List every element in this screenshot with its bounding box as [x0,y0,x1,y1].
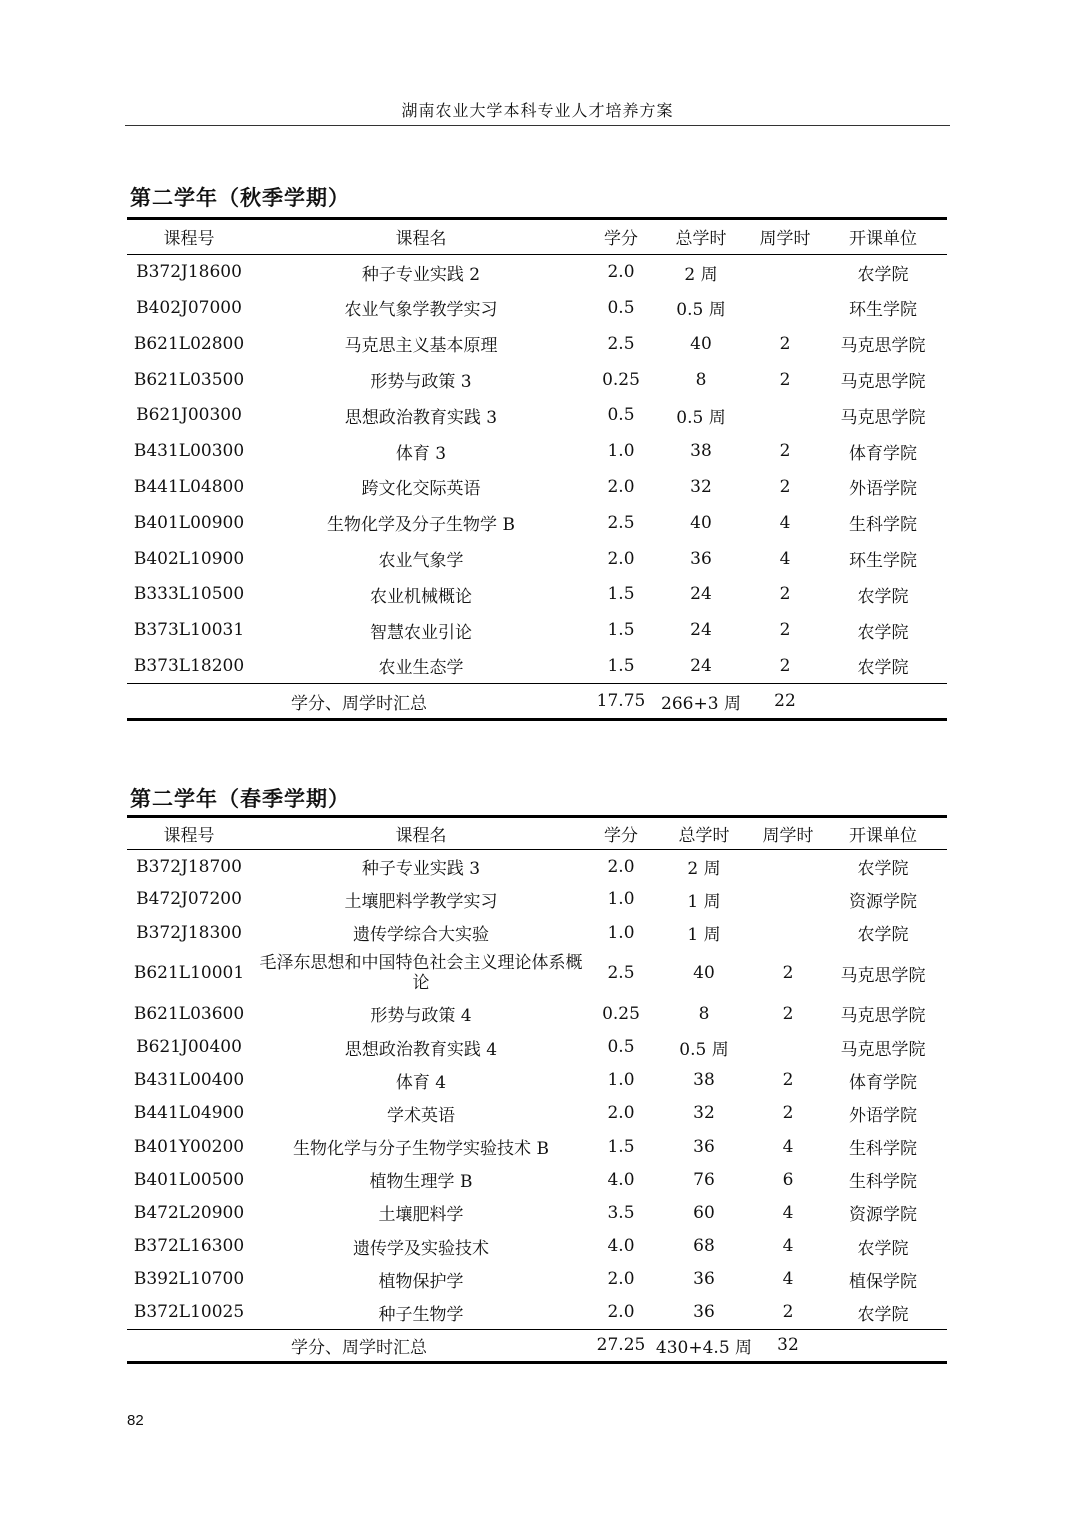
course-unit: 外语学院 [849,1105,917,1126]
column-header-total-hours: 总学时 [678,826,730,847]
course-unit: 农学院 [857,586,909,607]
table-row [127,883,947,916]
course-name: 种子专业实践 2 [361,264,481,285]
summary-label: 学分、周学时汇总 [291,693,427,714]
course-name: 思想政治教育实践 3 [344,407,498,428]
course-name: 农业气象学教学实习 [344,300,498,321]
table-row [127,1130,947,1163]
course-total-hours: 40 [693,963,715,984]
course-weekly-hours: 2 [782,1003,794,1024]
course-total-hours: 32 [693,1103,715,1124]
course-name: 形势与政策 3 [370,372,472,393]
column-header-code: 课程号 [163,229,215,250]
course-unit: 资源学院 [849,891,917,912]
table-row [127,254,947,290]
course-total-hours: 36 [693,1136,715,1157]
course-credit: 2.0 [607,1103,635,1124]
course-credit: 2.0 [607,1269,635,1290]
course-credit: 2.5 [607,512,635,533]
section-title-spring: 第二学年（春季学期） [130,787,350,811]
course-name: 体育 3 [395,443,447,464]
table-row [127,576,947,612]
course-weekly-hours: 4 [782,1202,794,1223]
course-name: 种子专业实践 3 [361,859,481,880]
course-weekly-hours: 2 [779,369,791,390]
summary-total-hours: 430+4.5 周 [655,1337,753,1358]
course-name: 遗传学及实验技术 [353,1238,489,1259]
course-weekly-hours: 2 [779,476,791,497]
course-name: 体育 4 [395,1072,447,1093]
course-credit: 1.0 [607,1070,635,1091]
course-unit: 马克思学院 [840,1039,926,1060]
course-credit: 1.0 [607,889,635,910]
table-row [127,1263,947,1296]
table-row [127,1230,947,1263]
course-credit: 1.5 [607,620,635,641]
course-total-hours: 0.5 周 [676,407,726,428]
course-credit: 1.5 [607,655,635,676]
table-row [127,505,947,541]
column-header-name: 课程名 [395,229,447,250]
course-code: B621L10001 [133,963,245,984]
course-code: B401Y00200 [133,1136,245,1157]
course-name: 农业机械概论 [370,586,472,607]
course-weekly-hours: 2 [782,963,794,984]
course-name: 智慧农业引论 [370,622,472,643]
course-code: B333L10500 [133,584,245,605]
table-row [127,326,947,362]
course-total-hours: 68 [693,1236,715,1257]
column-header-unit: 开课单位 [849,826,917,847]
course-name: 农业气象学 [378,551,464,572]
column-header-credit: 学分 [604,229,638,250]
course-name: 形势与政策 4 [370,1006,472,1027]
table-row [127,997,947,1030]
course-total-hours: 40 [690,512,712,533]
course-credit: 2.0 [607,262,635,283]
table-header-row [127,817,947,850]
course-unit: 体育学院 [849,443,917,464]
course-unit: 农学院 [857,859,909,880]
course-weekly-hours: 4 [782,1269,794,1290]
course-code: B402L10900 [133,548,245,569]
course-name: 种子生物学 [378,1304,464,1325]
column-header-credit: 学分 [604,826,638,847]
course-weekly-hours [751,290,819,326]
course-weekly-hours: 4 [779,512,791,533]
course-code: B441L04800 [133,476,245,497]
course-total-hours: 2 周 [684,264,718,285]
course-weekly-hours [751,254,819,290]
table-row [127,612,947,648]
table-row [127,850,947,883]
course-unit: 生科学院 [849,515,917,536]
page-header-title: 湖南农业大学本科专业人才培养方案 [401,101,674,120]
summary-credit: 17.75 [596,691,646,712]
course-code: B431L00400 [133,1070,245,1091]
summary-total-hours: 266+3 周 [661,693,741,714]
course-total-hours: 8 [695,369,707,390]
course-unit: 农学院 [857,658,909,679]
table-row [127,541,947,577]
course-name: 土壤肥料学教学实习 [344,891,498,912]
course-weekly-hours: 4 [782,1136,794,1157]
course-weekly-hours: 4 [782,1236,794,1257]
course-credit: 0.5 [607,1037,635,1058]
course-total-hours: 40 [690,333,712,354]
course-code: B441L04900 [133,1103,245,1124]
course-total-hours: 24 [690,584,712,605]
table-row [127,362,947,398]
course-unit: 生科学院 [849,1172,917,1193]
course-total-hours: 32 [690,476,712,497]
page-number: 82 [127,1412,144,1429]
course-unit: 环生学院 [849,551,917,572]
course-total-hours: 36 [690,548,712,569]
course-name: 马克思主义基本原理 [344,336,498,357]
course-table-autumn [127,217,947,721]
table-row [127,1097,947,1130]
course-weekly-hours: 2 [782,1302,794,1323]
course-code: B372L10025 [133,1302,245,1323]
course-code: B402J07000 [136,297,242,318]
course-name: 遗传学综合大实验 [353,925,489,946]
course-code: B373L10031 [133,620,245,641]
course-unit: 马克思学院 [840,336,926,357]
course-credit: 4.0 [607,1169,635,1190]
course-total-hours: 8 [698,1003,710,1024]
course-code: B472L20900 [133,1202,245,1223]
table-row [127,1163,947,1196]
course-name: 跨文化交际英语 [361,479,481,500]
table-row [127,916,947,949]
course-weekly-hours: 2 [779,620,791,641]
course-code: B621J00300 [136,405,242,426]
course-credit: 1.5 [607,1136,635,1157]
course-code: B372J18300 [136,922,242,943]
course-code: B401L00900 [133,512,245,533]
course-weekly-hours [757,883,819,916]
course-credit: 3.5 [607,1202,635,1223]
course-code: B621L03500 [133,369,245,390]
course-credit: 2.0 [607,476,635,497]
course-name: 农业生态学 [378,658,464,679]
course-credit: 4.0 [607,1236,635,1257]
course-name: 生物化学及分子生物学 B [327,515,515,536]
course-total-hours: 0.5 周 [679,1039,729,1060]
course-credit: 0.5 [607,405,635,426]
section-title-autumn: 第二学年（秋季学期） [130,186,350,210]
header-divider [125,125,950,126]
course-credit: 1.0 [607,922,635,943]
course-total-hours: 0.5 周 [676,300,726,321]
course-weekly-hours: 2 [782,1070,794,1091]
course-name: 土壤肥料学 [378,1205,464,1226]
course-unit: 环生学院 [849,300,917,321]
course-code: B431L00300 [133,441,245,462]
table-row [127,433,947,469]
course-unit: 农学院 [857,1238,909,1259]
course-weekly-hours [757,916,819,949]
course-total-hours: 1 周 [687,891,721,912]
course-unit: 马克思学院 [840,407,926,428]
column-header-code: 课程号 [163,826,215,847]
course-total-hours: 60 [693,1202,715,1223]
course-unit: 植保学院 [849,1271,917,1292]
course-code: B372J18700 [136,856,242,877]
summary-unit [819,684,947,720]
course-total-hours: 24 [690,655,712,676]
course-code: B621L03600 [133,1003,245,1024]
table-row [127,949,947,997]
table-header-row [127,219,947,255]
course-credit: 2.0 [607,856,635,877]
course-credit: 2.5 [607,963,635,984]
course-code: B621L02800 [133,333,245,354]
course-weekly-hours: 2 [779,655,791,676]
table-row [127,397,947,433]
column-header-unit: 开课单位 [849,229,917,250]
course-weekly-hours [757,850,819,883]
table-row [127,648,947,684]
summary-credit: 27.25 [596,1335,646,1356]
course-total-hours: 1 周 [687,925,721,946]
course-total-hours: 76 [693,1169,715,1190]
course-credit: 2.0 [607,548,635,569]
course-name: 生物化学与分子生物学实验技术 B [293,1139,549,1160]
course-code: B373L18200 [133,655,245,676]
course-weekly-hours [751,397,819,433]
summary-unit [819,1329,947,1362]
table-row [127,1064,947,1097]
course-unit: 农学院 [857,622,909,643]
course-name: 学术英语 [387,1105,455,1126]
course-total-hours: 2 周 [687,859,721,880]
column-header-total-hours: 总学时 [675,229,727,250]
course-weekly-hours: 2 [782,1103,794,1124]
table-row [127,1196,947,1229]
column-header-name: 课程名 [395,826,447,847]
course-unit: 外语学院 [849,479,917,500]
course-name: 植物生理学 B [369,1172,473,1193]
course-unit: 农学院 [857,1304,909,1325]
summary-row [127,684,947,720]
course-unit: 马克思学院 [840,965,926,986]
table-row [127,1030,947,1063]
course-unit: 农学院 [857,925,909,946]
column-header-weekly-hours: 周学时 [762,826,814,847]
course-total-hours: 36 [693,1302,715,1323]
course-credit: 0.5 [607,297,635,318]
course-credit: 2.0 [607,1302,635,1323]
course-code: B392L10700 [133,1269,245,1290]
summary-weekly-hours: 32 [777,1335,799,1356]
course-credit: 1.0 [607,441,635,462]
course-code: B621J00400 [136,1037,242,1058]
table-row [127,469,947,505]
summary-label: 学分、周学时汇总 [291,1337,427,1358]
course-weekly-hours: 2 [779,441,791,462]
course-total-hours: 24 [690,620,712,641]
course-weekly-hours: 4 [779,548,791,569]
course-credit: 0.25 [602,1003,640,1024]
course-weekly-hours: 2 [779,584,791,605]
course-total-hours: 38 [690,441,712,462]
course-unit: 资源学院 [849,1205,917,1226]
course-weekly-hours: 6 [782,1169,794,1190]
course-weekly-hours [757,1030,819,1063]
course-name-text: 毛泽东思想和中国特色社会主义理论体系概论 [259,953,583,994]
course-name: 思想政治教育实践 4 [344,1039,498,1060]
course-credit: 2.5 [607,333,635,354]
table-row [127,1296,947,1329]
course-unit: 生科学院 [849,1139,917,1160]
course-code: B372J18600 [136,262,242,283]
course-unit: 马克思学院 [840,372,926,393]
course-unit: 马克思学院 [840,1006,926,1027]
course-total-hours: 36 [693,1269,715,1290]
course-credit: 0.25 [602,369,640,390]
course-code: B372L16300 [133,1236,245,1257]
course-total-hours: 38 [693,1070,715,1091]
course-code: B401L00500 [133,1169,245,1190]
summary-row [127,1329,947,1362]
course-name [251,949,591,997]
table-row [127,290,947,326]
course-weekly-hours: 2 [779,333,791,354]
course-unit: 体育学院 [849,1072,917,1093]
course-code: B472J07200 [136,889,242,910]
course-name: 植物保护学 [378,1271,464,1292]
course-credit: 1.5 [607,584,635,605]
summary-weekly-hours: 22 [774,691,796,712]
course-unit: 农学院 [857,264,909,285]
column-header-weekly-hours: 周学时 [759,229,811,250]
course-table-spring [127,815,947,1364]
